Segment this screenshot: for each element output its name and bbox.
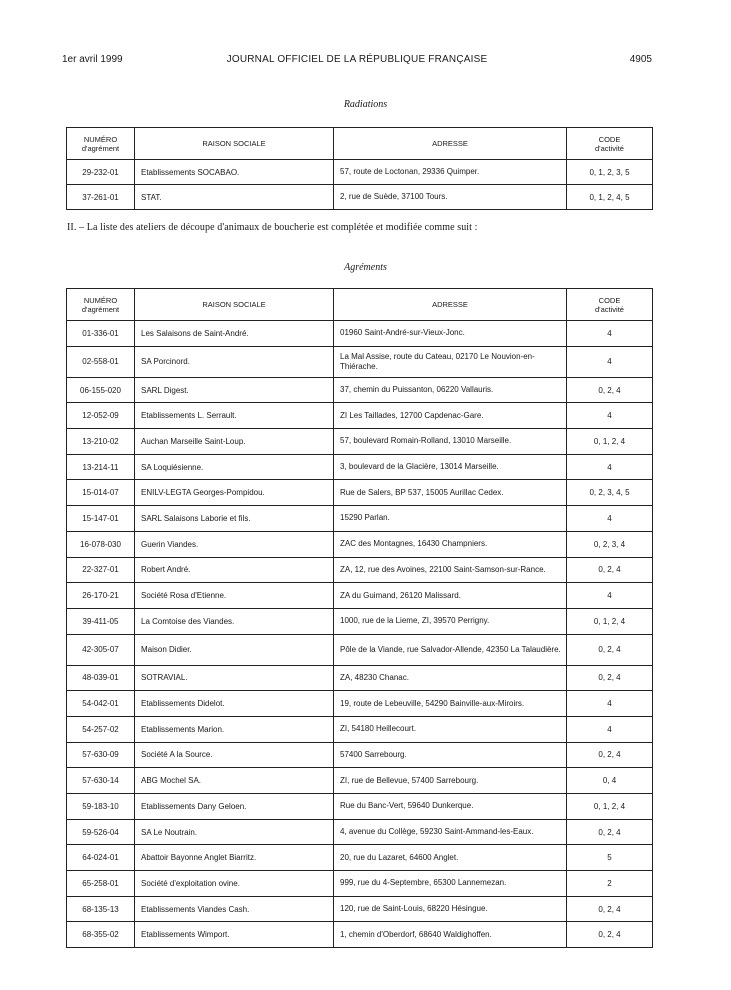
agrement-number: 13-210-02 [67, 429, 135, 455]
company-name: Maison Didier. [135, 634, 334, 665]
activity-code: 0, 1, 2, 4, 5 [567, 185, 653, 210]
table-row [67, 377, 653, 403]
company-name: Guerin Viandes. [135, 531, 334, 557]
address: 20, rue du Lazaret, 64600 Anglet. [334, 845, 567, 871]
agrement-number: 68-355-02 [67, 922, 135, 948]
col-code-l2: d'activité [595, 143, 624, 153]
address: 57, boulevard Romain-Rolland, 13010 Marseille. [334, 429, 567, 455]
activity-code: 0, 1, 2, 4 [567, 429, 653, 455]
activity-code: 0, 2, 3, 4 [567, 531, 653, 557]
agrement-number: 06-155-020 [67, 377, 135, 403]
agrement-number: 01-336-01 [67, 321, 135, 347]
address: 4, avenue du Collège, 59230 Saint-Ammand-les-Eaux. [334, 819, 567, 845]
radiations-title: Radiations [343, 99, 388, 110]
agrement-number: 57-630-09 [67, 742, 135, 768]
col-code-header [567, 128, 653, 160]
agrements-body [67, 321, 653, 948]
table-row [67, 321, 653, 347]
address: ZAC des Montagnes, 16430 Champniers. [334, 531, 567, 557]
address: Rue du Banc-Vert, 59640 Dunkerque. [334, 794, 567, 820]
col-adresse-header: ADRESSE [334, 289, 567, 321]
table-row [67, 346, 653, 377]
address: 15290 Parlan. [334, 506, 567, 532]
activity-code: 0, 1, 2, 4 [567, 608, 653, 634]
company-name: SOTRAVIAL. [135, 665, 334, 691]
table-row [67, 896, 653, 922]
agrements-title: Agréments [344, 262, 387, 273]
table-row [67, 871, 653, 897]
activity-code: 0, 2, 4 [567, 819, 653, 845]
agrement-number: 54-042-01 [67, 691, 135, 717]
activity-code: 4 [567, 403, 653, 429]
table-row [67, 403, 653, 429]
radiations-body [67, 160, 653, 210]
table-row [67, 634, 653, 665]
agrement-number: 68-135-13 [67, 896, 135, 922]
company-name: ABG Mochel SA. [135, 768, 334, 794]
company-name: La Comtoise des Viandes. [135, 608, 334, 634]
agrement-number: 64-024-01 [67, 845, 135, 871]
company-name: Société Rosa d'Etienne. [135, 583, 334, 609]
company-name: Etablissements Dany Geloen. [135, 794, 334, 820]
col-code-l2: d'activité [595, 304, 624, 314]
address: 19, route de Lebeuville, 54290 Bainville-aux-Miroirs. [334, 691, 567, 717]
address: 01960 Saint-André-sur-Vieux-Jonc. [334, 321, 567, 347]
table-header-row [67, 289, 653, 321]
address: 57400 Sarrebourg. [334, 742, 567, 768]
agrement-number: 65-258-01 [67, 871, 135, 897]
col-adresse-header: ADRESSE [334, 128, 567, 160]
table-row [67, 716, 653, 742]
page-number: 4905 [629, 54, 652, 65]
journal-title: JOURNAL OFFICIEL DE LA RÉPUBLIQUE FRANÇAISE [226, 54, 488, 65]
address: ZA du Guimand, 26120 Malissard. [334, 583, 567, 609]
activity-code: 4 [567, 454, 653, 480]
activity-code: 4 [567, 321, 653, 347]
list-note: II. – La liste des ateliers de découpe d'animaux de boucherie est complétée et modifiée comme suit : [67, 222, 478, 233]
agrement-number: 15-014-07 [67, 480, 135, 506]
address: Pôle de la Viande, rue Salvador-Allende, 42350 La Talaudière. [334, 634, 567, 665]
col-code-l1: CODE [598, 295, 621, 305]
col-numero-l1: NUMÉRO [83, 295, 118, 305]
address: 3, boulevard de la Glacière, 13014 Marseille. [334, 454, 567, 480]
page-date: 1er avril 1999 [62, 54, 123, 65]
address: 37, chemin du Puissanton, 06220 Vallauris. [334, 377, 567, 403]
activity-code: 4 [567, 691, 653, 717]
activity-code: 0, 1, 2, 3, 5 [567, 160, 653, 185]
col-raison-header: RAISON SOCIALE [135, 289, 334, 321]
col-raison-header: RAISON SOCIALE [135, 128, 334, 160]
activity-code: 2 [567, 871, 653, 897]
company-name: Etablissements Wimport. [135, 922, 334, 948]
company-name: SARL Digest. [135, 377, 334, 403]
address: 1, chemin d'Oberdorf, 68640 Waldighoffen. [334, 922, 567, 948]
company-name: Etablissements Viandes Cash. [135, 896, 334, 922]
activity-code: 0, 2, 4 [567, 922, 653, 948]
agrement-number: 16-078-030 [67, 531, 135, 557]
company-name: SA Loquiésienne. [135, 454, 334, 480]
company-name: Les Salaisons de Saint-André. [135, 321, 334, 347]
address: 1000, rue de la Lieme, ZI, 39570 Perrigny. [334, 608, 567, 634]
company-name: STAT. [135, 185, 334, 210]
table-row [67, 794, 653, 820]
activity-code: 5 [567, 845, 653, 871]
table-row [67, 922, 653, 948]
agrement-number: 15-147-01 [67, 506, 135, 532]
col-code-l1: CODE [598, 134, 621, 144]
activity-code: 0, 2, 4 [567, 634, 653, 665]
company-name: Abattoir Bayonne Anglet Biarritz. [135, 845, 334, 871]
col-numero-l2: d'agrément [81, 143, 120, 153]
table-row [67, 583, 653, 609]
activity-code: 4 [567, 583, 653, 609]
agrements-table [66, 288, 653, 948]
company-name: Etablissements Didelot. [135, 691, 334, 717]
table-header-row [67, 128, 653, 160]
address: ZI, 54180 Heillecourt. [334, 716, 567, 742]
address: La Mal Assise, route du Cateau, 02170 Le Nouvion-en-Thiérache. [334, 346, 567, 377]
activity-code: 0, 1, 2, 4 [567, 794, 653, 820]
radiations-table [66, 127, 653, 210]
activity-code: 0, 2, 3, 4, 5 [567, 480, 653, 506]
table-row [67, 819, 653, 845]
address: 999, rue du 4-Septembre, 65300 Lannemezan. [334, 871, 567, 897]
agrement-number: 02-558-01 [67, 346, 135, 377]
activity-code: 0, 4 [567, 768, 653, 794]
table-row [67, 531, 653, 557]
company-name: Auchan Marseille Saint-Loup. [135, 429, 334, 455]
address: Rue de Salers, BP 537, 15005 Aurillac Cedex. [334, 480, 567, 506]
agrement-number: 42-305-07 [67, 634, 135, 665]
agrement-number: 39-411-05 [67, 608, 135, 634]
table-row [67, 454, 653, 480]
agrement-number: 59-526-04 [67, 819, 135, 845]
activity-code: 0, 2, 4 [567, 557, 653, 583]
table-row [67, 185, 653, 210]
agrement-number: 13-214-11 [67, 454, 135, 480]
agrement-number: 29-232-01 [67, 160, 135, 185]
activity-code: 0, 2, 4 [567, 377, 653, 403]
agrement-number: 12-052-09 [67, 403, 135, 429]
col-numero-l1: NUMÉRO [83, 134, 118, 144]
company-name: Société A la Source. [135, 742, 334, 768]
table-row [67, 506, 653, 532]
activity-code: 4 [567, 506, 653, 532]
agrement-number: 54-257-02 [67, 716, 135, 742]
company-name: SA Le Noutrain. [135, 819, 334, 845]
company-name: Etablissements L. Serrault. [135, 403, 334, 429]
agrement-number: 57-630-14 [67, 768, 135, 794]
table-row [67, 480, 653, 506]
table-row [67, 608, 653, 634]
activity-code: 4 [567, 716, 653, 742]
table-row [67, 845, 653, 871]
agrement-number: 59-183-10 [67, 794, 135, 820]
agrement-number: 37-261-01 [67, 185, 135, 210]
table-row [67, 160, 653, 185]
company-name: Etablissements SOCABAO. [135, 160, 334, 185]
company-name: Etablissements Marion. [135, 716, 334, 742]
company-name: SA Porcinord. [135, 346, 334, 377]
company-name: Robert André. [135, 557, 334, 583]
page-header [62, 54, 652, 68]
address: 57, route de Loctonan, 29336 Quimper. [334, 160, 567, 185]
table-row [67, 557, 653, 583]
agrement-number: 26-170-21 [67, 583, 135, 609]
company-name: Société d'exploitation ovine. [135, 871, 334, 897]
table-row [67, 429, 653, 455]
table-row [67, 742, 653, 768]
table-row [67, 665, 653, 691]
address: ZI Les Taillades, 12700 Capdenac-Gare. [334, 403, 567, 429]
col-numero-header [67, 289, 135, 321]
address: 2, rue de Suède, 37100 Tours. [334, 185, 567, 210]
activity-code: 0, 2, 4 [567, 665, 653, 691]
address: ZI, rue de Bellevue, 57400 Sarrebourg. [334, 768, 567, 794]
agrement-number: 48-039-01 [67, 665, 135, 691]
address: 120, rue de Saint-Louis, 68220 Hésingue. [334, 896, 567, 922]
activity-code: 0, 2, 4 [567, 896, 653, 922]
activity-code: 4 [567, 346, 653, 377]
address: ZA, 48230 Chanac. [334, 665, 567, 691]
company-name: SARL Salaisons Laborie et fils. [135, 506, 334, 532]
address: ZA, 12, rue des Avoines, 22100 Saint-Samson-sur-Rance. [334, 557, 567, 583]
agrement-number: 22-327-01 [67, 557, 135, 583]
col-code-header [567, 289, 653, 321]
col-numero-header [67, 128, 135, 160]
col-numero-l2: d'agrément [81, 304, 120, 314]
activity-code: 0, 2, 4 [567, 742, 653, 768]
company-name: ENILV-LEGTA Georges-Pompidou. [135, 480, 334, 506]
table-row [67, 691, 653, 717]
table-row [67, 768, 653, 794]
